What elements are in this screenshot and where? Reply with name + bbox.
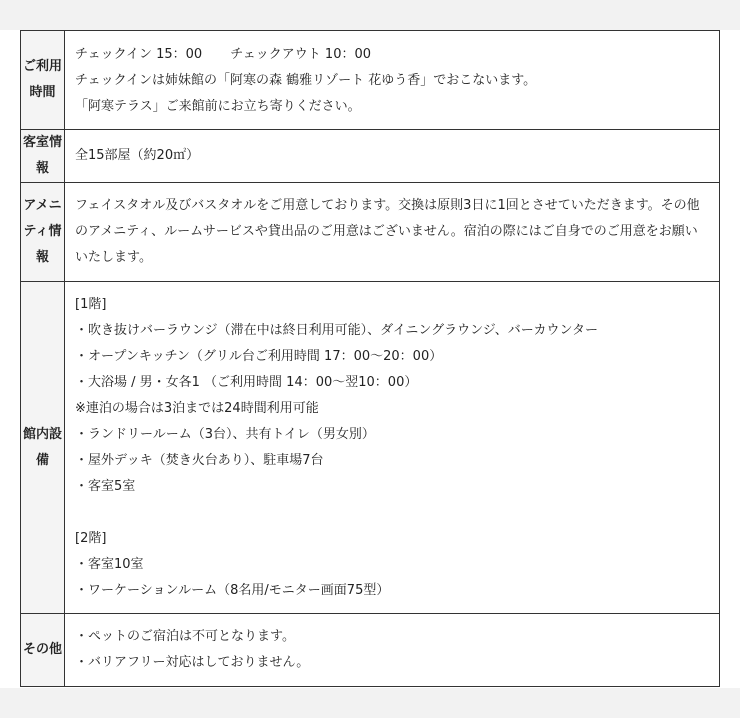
checkin-location-text: チェックインは姉妹館の「阿寒の森 鶴雅リゾート 花ゆう香」でおこないます。 xyxy=(75,73,537,88)
amenity-text: フェイスタオル及びバスタオルをご用意しております。交換は原則3日に1回とさせていただきます。その他のアメニティ、ルームサービスや貸出品のご用意はございません。宿泊の際にはご自身でのご用意をお願いいたします。 xyxy=(75,198,700,265)
table-row-hours xyxy=(21,31,720,130)
facility-item: ・ワーケーションルーム（8名用/モニター画面75型） xyxy=(75,582,390,598)
table-row-amenity xyxy=(21,183,720,282)
row-content-facility xyxy=(65,282,720,614)
table-row-facility xyxy=(21,282,720,614)
facility-item: ・客室5室 xyxy=(75,478,136,494)
facility-item: ・屋外デッキ（焚き火台あり）、駐車場7台 xyxy=(75,452,324,468)
row-content-other xyxy=(65,614,720,687)
facility-item: ・大浴場 / 男・女各1 （ご利用時間 14：00～翌10：00） xyxy=(75,374,418,390)
table-row-rooms xyxy=(21,130,720,183)
spacer xyxy=(75,500,709,526)
facility-item: ・客室10室 xyxy=(75,556,144,572)
row-content-amenity xyxy=(65,183,720,282)
floor-1-heading: [1階] xyxy=(75,296,107,312)
row-content-hours xyxy=(65,31,720,130)
facility-info-table xyxy=(20,30,720,687)
row-heading-facility: 館内設備 xyxy=(21,282,65,614)
checkout-time: チェックアウト 10：00 xyxy=(230,47,372,62)
facility-note: ※連泊の場合は3泊までは24時間利用可能 xyxy=(75,400,319,416)
barrier-free-text: ・バリアフリー対応はしておりません。 xyxy=(75,655,310,670)
table-row-other xyxy=(21,614,720,687)
checkin-time: チェックイン 15：00 xyxy=(75,47,203,62)
drop-by-text: 「阿寒テラス」ご来館前にお立ち寄りください。 xyxy=(75,99,361,114)
facility-item: ・吹き抜けバーラウンジ（滞在中は終日利用可能）、ダイニングラウンジ、バーカウンター xyxy=(75,322,598,338)
facility-item: ・オープンキッチン（グリル台ご利用時間 17：00～20：00） xyxy=(75,348,443,364)
row-content-rooms xyxy=(65,130,720,183)
room-count-text: 全15部屋（約20㎡） xyxy=(75,148,200,163)
row-heading-other: その他 xyxy=(21,614,65,687)
row-heading-hours: ご利用時間 xyxy=(21,31,65,130)
pet-policy-text: ・ペットのご宿泊は不可となります。 xyxy=(75,629,295,644)
row-heading-amenity: アメニティ情報 xyxy=(21,183,65,282)
facility-item: ・ランドリールーム（3台）、共有トイレ（男女別） xyxy=(75,426,375,442)
checkin-checkout-line xyxy=(75,42,709,68)
floor-2-heading: [2階] xyxy=(75,530,107,546)
row-heading-rooms: 客室情報 xyxy=(21,130,65,183)
